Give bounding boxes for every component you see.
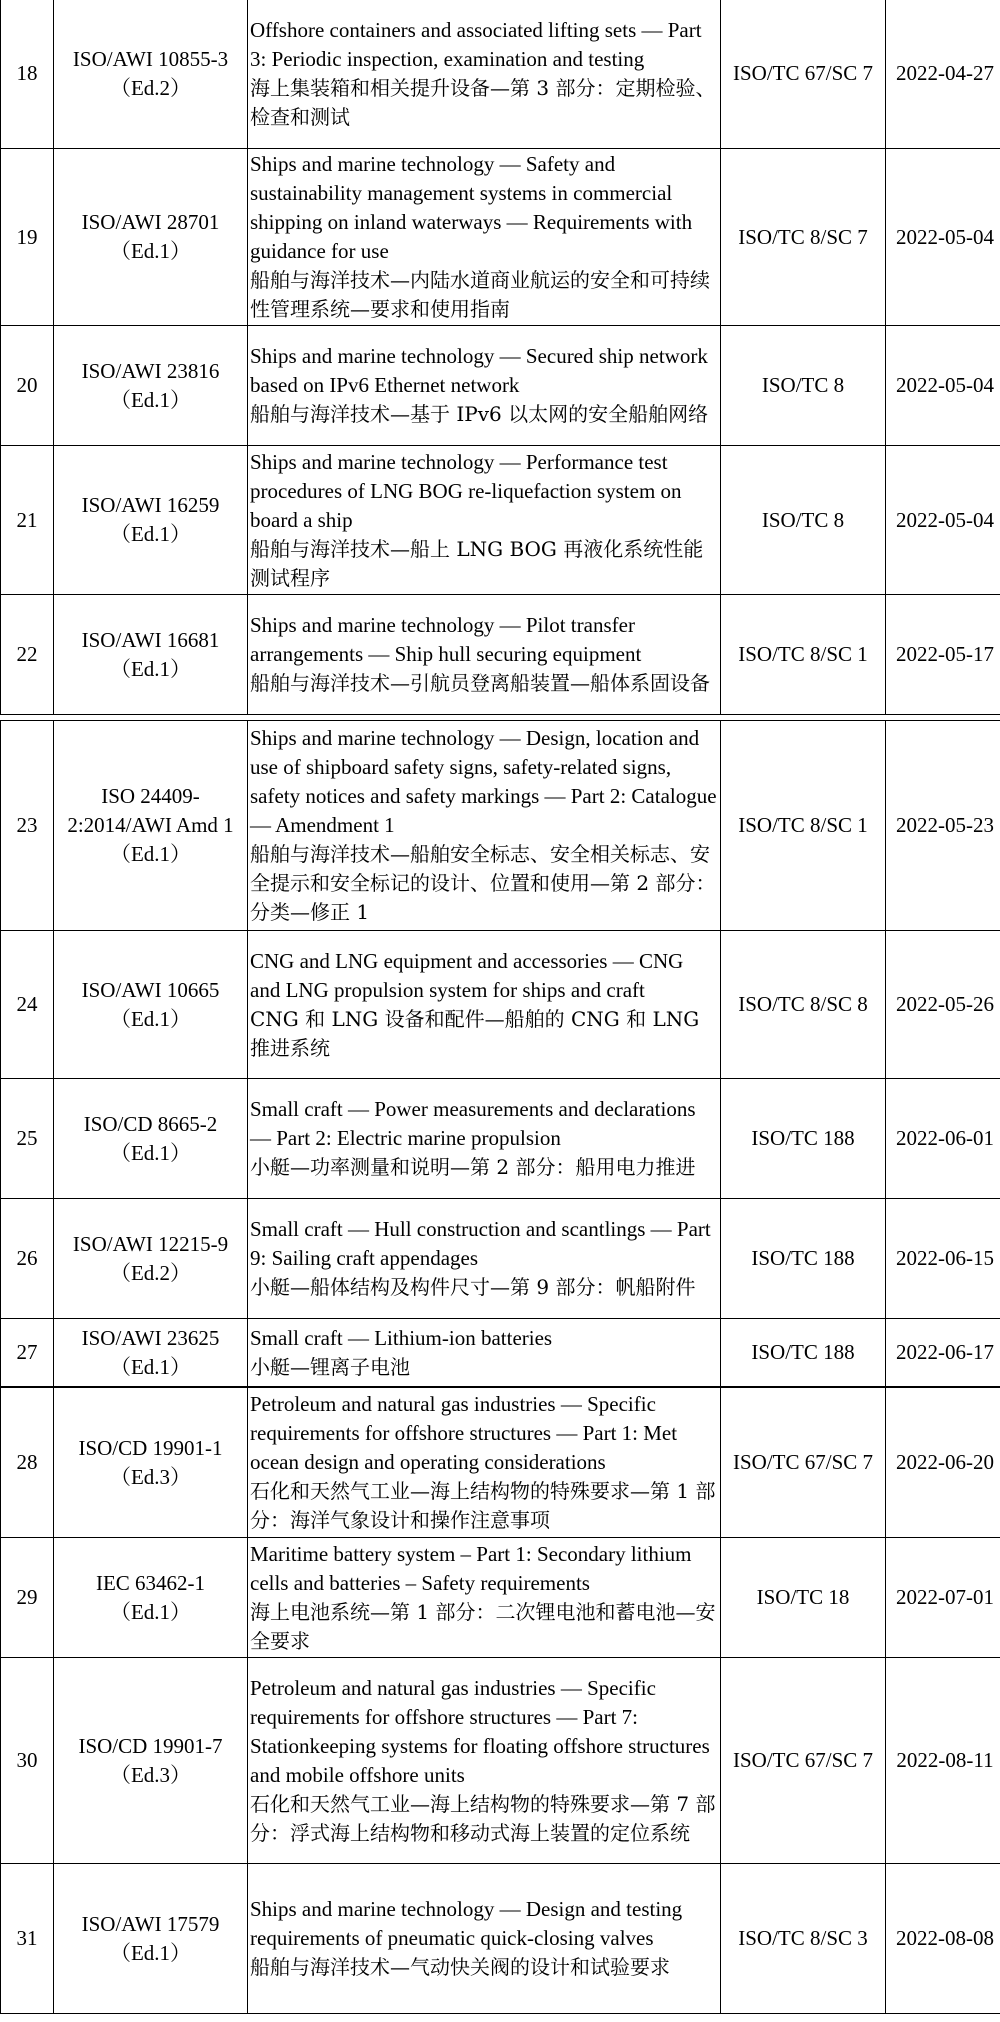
title-en: Ships and marine technology — Secured ship network based on IPv6 Ethernet network — [250, 344, 708, 397]
title-cell — [248, 595, 721, 715]
title-zh: 船舶与海洋技术—船舶安全标志、安全相关标志、安全提示和安全标记的设计、位置和使用—第 2 部分：分类—修正 1 — [250, 842, 716, 924]
standards-table — [0, 1387, 1000, 2014]
standard-code-cell — [54, 0, 248, 149]
title-cell — [248, 326, 721, 446]
date: 2022-06-17 — [886, 1319, 1000, 1387]
standard-code-cell — [54, 1538, 248, 1658]
date: 2022-05-26 — [886, 931, 1000, 1079]
title-en: Small craft — Hull construction and scantlings — Part 9: Sailing craft appendages — [250, 1217, 711, 1270]
standard-code-cell — [54, 446, 248, 595]
title-cell — [248, 149, 721, 326]
edition: （Ed.1） — [109, 1006, 192, 1031]
committee: ISO/TC 8/SC 8 — [721, 931, 886, 1079]
edition: （Ed.1） — [109, 842, 192, 866]
date: 2022-06-15 — [886, 1199, 1000, 1319]
title-cell — [248, 1658, 721, 1864]
row-number: 30 — [1, 1658, 54, 1864]
title-zh: CNG 和 LNG 设备和配件—船舶的 CNG 和 LNG 推进系统 — [250, 1006, 700, 1060]
table-row — [1, 1658, 1000, 1864]
title-zh: 小艇—锂离子电池 — [250, 1354, 410, 1379]
table-row — [1, 595, 1000, 715]
table-row — [1, 326, 1000, 446]
table-row — [1, 931, 1000, 1079]
title-zh: 船舶与海洋技术—引航员登离船装置—船体系固设备 — [250, 671, 710, 695]
standard-code: ISO/CD 8665-2 — [83, 1111, 218, 1136]
date: 2022-05-04 — [886, 149, 1000, 326]
row-number: 27 — [1, 1319, 54, 1387]
committee: ISO/TC 8/SC 1 — [721, 721, 886, 931]
date: 2022-05-04 — [886, 446, 1000, 595]
title-cell — [248, 1199, 721, 1319]
title-cell — [248, 0, 721, 149]
title-cell — [248, 1864, 721, 2014]
committee: ISO/TC 67/SC 7 — [721, 1388, 886, 1538]
date: 2022-07-01 — [886, 1538, 1000, 1658]
title-zh: 船舶与海洋技术—基于 IPv6 以太网的安全船舶网络 — [250, 402, 709, 426]
edition: （Ed.1） — [109, 1599, 192, 1624]
title-zh: 船舶与海洋技术—船上 LNG BOG 再液化系统性能测试程序 — [250, 536, 704, 590]
standard-code: ISO/AWI 12215-9 — [72, 1231, 229, 1256]
edition: （Ed.1） — [109, 1354, 192, 1379]
standard-code-cell — [54, 1658, 248, 1864]
edition: （Ed.2） — [109, 75, 192, 100]
standard-code: IEC 63462-1 — [95, 1570, 206, 1595]
date: 2022-06-01 — [886, 1079, 1000, 1199]
standard-code-cell — [54, 1319, 248, 1387]
title-zh: 海上集装箱和相关提升设备—第 3 部分：定期检验、检查和测试 — [250, 75, 716, 129]
committee: ISO/TC 8/SC 7 — [721, 149, 886, 326]
row-number: 31 — [1, 1864, 54, 2014]
title-en: Ships and marine technology — Pilot transfer arrangements — Ship hull securing equipment — [250, 613, 642, 666]
title-en: Ships and marine technology — Design, location and use of shipboard safety signs, safety-related signs, safety notices and safety markings — Part 2: Catalogue — Amendment 1 — [250, 726, 717, 837]
standard-code-cell — [54, 1199, 248, 1319]
standard-code-cell — [54, 1864, 248, 2014]
title-zh: 石化和天然气工业—海上结构物的特殊要求—第 1 部分：海洋气象设计和操作注意事项 — [250, 1479, 716, 1532]
row-number: 20 — [1, 326, 54, 446]
title-zh: 小艇—船体结构及构件尺寸—第 9 部分：帆船附件 — [250, 1275, 696, 1299]
standard-code-cell — [54, 1079, 248, 1199]
date: 2022-08-11 — [886, 1658, 1000, 1864]
committee: ISO/TC 67/SC 7 — [721, 0, 886, 149]
date: 2022-06-20 — [886, 1388, 1000, 1538]
standard-code: ISO/CD 19901-7 — [78, 1733, 223, 1758]
title-en: Small craft — Lithium-ion batteries — [250, 1325, 553, 1350]
table-row — [1, 1388, 1000, 1538]
table-fragment-1 — [0, 0, 1000, 714]
standards-table — [0, 720, 1000, 1387]
committee: ISO/TC 18 — [721, 1538, 886, 1658]
title-cell — [248, 446, 721, 595]
title-en: Petroleum and natural gas industries — Specific requirements for offshore structures — Part 7: Stationkeeping systems for floating offshore structures and mobile offshore units — [250, 1675, 710, 1787]
edition: （Ed.1） — [109, 239, 192, 263]
title-cell — [248, 1079, 721, 1199]
table-row — [1, 1199, 1000, 1319]
standard-code-cell — [54, 931, 248, 1079]
row-number: 29 — [1, 1538, 54, 1658]
title-en: Offshore containers and associated lifting sets — Part 3: Periodic inspection, examination and testing — [250, 17, 702, 71]
standard-code: ISO/AWI 23816 — [81, 358, 220, 383]
title-en: Small craft — Power measurements and declarations — Part 2: Electric marine propulsion — [250, 1097, 696, 1150]
row-number: 22 — [1, 595, 54, 715]
table-row — [1, 1319, 1000, 1387]
title-cell — [248, 1388, 721, 1538]
committee: ISO/TC 8 — [721, 446, 886, 595]
edition: （Ed.1） — [109, 1140, 192, 1165]
standard-code: ISO 24409-2:2014/AWI Amd 1 — [67, 784, 234, 837]
table-row — [1, 1864, 1000, 2014]
title-zh: 船舶与海洋技术—气动快关阀的设计和试验要求 — [250, 1955, 670, 1979]
date: 2022-05-23 — [886, 721, 1000, 931]
title-en: Petroleum and natural gas industries — Specific requirements for offshore structures — Part 1: Met ocean design and operating considerations — [250, 1392, 678, 1474]
row-number: 25 — [1, 1079, 54, 1199]
table-row — [1, 1079, 1000, 1199]
committee: ISO/TC 188 — [721, 1199, 886, 1319]
edition: （Ed.1） — [109, 387, 192, 412]
date: 2022-05-17 — [886, 595, 1000, 715]
standard-code-cell — [54, 326, 248, 446]
row-number: 26 — [1, 1199, 54, 1319]
standard-code: ISO/AWI 10665 — [81, 977, 220, 1002]
standards-table — [0, 0, 1000, 715]
standard-code-cell — [54, 149, 248, 326]
table-row — [1, 721, 1000, 931]
committee: ISO/TC 8/SC 1 — [721, 595, 886, 715]
standard-code-cell — [54, 721, 248, 931]
edition: （Ed.1） — [109, 656, 192, 681]
committee: ISO/TC 8/SC 3 — [721, 1864, 886, 2014]
row-number: 21 — [1, 446, 54, 595]
title-en: Ships and marine technology — Performance test procedures of LNG BOG re-liquefaction system on board a ship — [250, 449, 682, 532]
standard-code: ISO/CD 19901-1 — [78, 1435, 223, 1460]
table-fragment-2 — [0, 720, 1000, 1386]
title-en: CNG and LNG equipment and accessories — CNG and LNG propulsion system for ships and craft — [250, 948, 684, 1002]
table-row — [1, 1538, 1000, 1658]
row-number: 23 — [1, 721, 54, 931]
title-cell — [248, 1319, 721, 1387]
date: 2022-04-27 — [886, 0, 1000, 149]
title-en: Maritime battery system – Part 1: Secondary lithium cells and batteries – Safety requirements — [250, 1541, 692, 1595]
edition: （Ed.1） — [109, 1940, 192, 1965]
title-en: Ships and marine technology — Design and testing requirements of pneumatic quick-closing valves — [250, 1897, 683, 1950]
title-cell — [248, 931, 721, 1079]
edition: （Ed.3） — [109, 1762, 192, 1787]
title-zh: 石化和天然气工业—海上结构物的特殊要求—第 7 部分：浮式海上结构物和移动式海上装置的定位系统 — [250, 1791, 716, 1845]
table-row — [1, 446, 1000, 595]
row-number: 24 — [1, 931, 54, 1079]
row-number: 28 — [1, 1388, 54, 1538]
table-row — [1, 0, 1000, 149]
edition: （Ed.2） — [109, 1260, 192, 1285]
committee: ISO/TC 188 — [721, 1079, 886, 1199]
standard-code: ISO/AWI 16681 — [81, 627, 220, 652]
title-zh: 船舶与海洋技术—内陆水道商业航运的安全和可持续性管理系统—要求和使用指南 — [250, 268, 710, 321]
title-cell — [248, 721, 721, 931]
standard-code-cell — [54, 595, 248, 715]
edition: （Ed.1） — [109, 522, 192, 546]
committee: ISO/TC 8 — [721, 326, 886, 446]
table-row — [1, 149, 1000, 326]
title-zh: 海上电池系统—第 1 部分：二次锂电池和蓄电池—安全要求 — [250, 1599, 716, 1653]
standard-code: ISO/AWI 16259 — [81, 493, 220, 517]
standard-code-cell — [54, 1388, 248, 1538]
standard-code: ISO/AWI 17579 — [81, 1911, 220, 1936]
row-number: 19 — [1, 149, 54, 326]
table-fragment-3 — [0, 1387, 1000, 2022]
title-zh: 小艇—功率测量和说明—第 2 部分：船用电力推进 — [250, 1155, 696, 1179]
row-number: 18 — [1, 0, 54, 149]
date: 2022-05-04 — [886, 326, 1000, 446]
edition: （Ed.3） — [109, 1464, 192, 1489]
date: 2022-08-08 — [886, 1864, 1000, 2014]
title-en: Ships and marine technology — Safety and sustainability management systems in commercial shipping on inland waterways — Requirements with guidance for use — [250, 152, 693, 263]
committee: ISO/TC 188 — [721, 1319, 886, 1387]
title-cell — [248, 1538, 721, 1658]
standard-code: ISO/AWI 28701 — [81, 210, 220, 234]
standard-code: ISO/AWI 23625 — [81, 1325, 220, 1350]
standard-code: ISO/AWI 10855-3 — [72, 46, 229, 71]
committee: ISO/TC 67/SC 7 — [721, 1658, 886, 1864]
